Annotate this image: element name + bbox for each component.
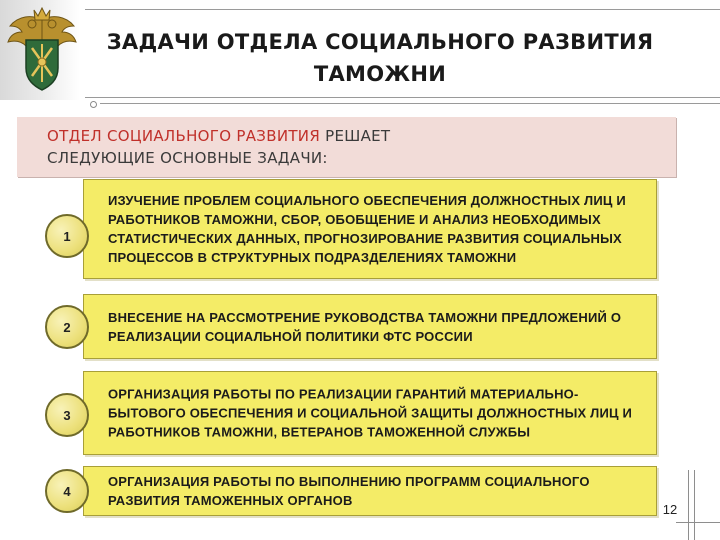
page-title-line1: ЗАДАЧИ ОТДЕЛА СОЦИАЛЬНОГО РАЗВИТИЯ [106,30,654,54]
task-number-4 [45,469,89,513]
intro-rest-line1: РЕШАЕТ [320,127,391,145]
bullet-circle-icon [90,101,97,108]
task-number-3 [45,393,89,437]
page-number: 12 [662,502,678,517]
task-box-2 [83,294,657,359]
task-number-1 [45,214,89,258]
task-number-3-label: 3 [63,407,71,423]
task-text-1: ИЗУЧЕНИЕ ПРОБЛЕМ СОЦИАЛЬНОГО ОБЕСПЕЧЕНИЯ ДОЛЖНОСТНЫХ ЛИЦ И РАБОТНИКОВ ТАМОЖНИ, СБОР, ОБОБЩЕНИЕ И АНАЛИЗ НЕОБХОДИМЫХ СТАТИСТИЧЕСКИХ ДАННЫХ, ПРОГНОЗИРОВАНИЕ РАЗВИТИЯ СОЦИАЛЬНЫХ ПРОЦЕССОВ В СТРУКТУРНЫХ ПОДРАЗДЕЛЕНИЯХ ТАМОЖНИ [108,193,626,265]
task-box-3 [83,371,657,455]
task-box-1 [83,179,657,279]
task-text-2: ВНЕСЕНИЕ НА РАССМОТРЕНИЕ РУКОВОДСТВА ТАМОЖНИ ПРЕДЛОЖЕНИЙ О РЕАЛИЗАЦИИ СОЦИАЛЬНОЙ ПОЛИТИКИ ФТС РОССИИ [108,309,622,344]
top-rule [85,9,720,10]
intro-box [17,117,676,177]
page-title [100,26,660,90]
task-number-2 [45,305,89,349]
task-text-4: ОРГАНИЗАЦИЯ РАБОТЫ ПО ВЫПОЛНЕНИЮ ПРОГРАММ СОЦИАЛЬНОГО РАЗВИТИЯ ТАМОЖЕННЫХ ОРГАНОВ [108,474,590,508]
task-number-4-label: 4 [63,483,71,499]
corner-rule-2 [694,470,695,540]
title-underline-upper [85,97,720,98]
title-underline-lower [100,103,720,104]
intro-text [47,125,667,169]
corner-rule-3 [676,522,720,523]
customs-emblem-icon [4,6,80,94]
intro-highlight: ОТДЕЛ СОЦИАЛЬНОГО РАЗВИТИЯ [47,127,321,145]
task-box-4 [83,466,657,516]
intro-line2: СЛЕДУЮЩИЕ ОСНОВНЫЕ ЗАДАЧИ: [47,149,328,167]
task-number-2-label: 2 [63,319,71,335]
task-number-1-label: 1 [63,228,71,244]
task-text-3: ОРГАНИЗАЦИЯ РАБОТЫ ПО РЕАЛИЗАЦИИ ГАРАНТИЙ МАТЕРИАЛЬНО-БЫТОВОГО ОБЕСПЕЧЕНИЯ И СОЦИАЛЬНОЙ ЗАЩИТЫ ДОЛЖНОСТНЫХ ЛИЦ И РАБОТНИКОВ ТАМОЖНИ, ВЕТЕРАНОВ ТАМОЖЕННОЙ СЛУЖБЫ [108,386,633,440]
page-title-line2: ТАМОЖНИ [313,62,447,86]
